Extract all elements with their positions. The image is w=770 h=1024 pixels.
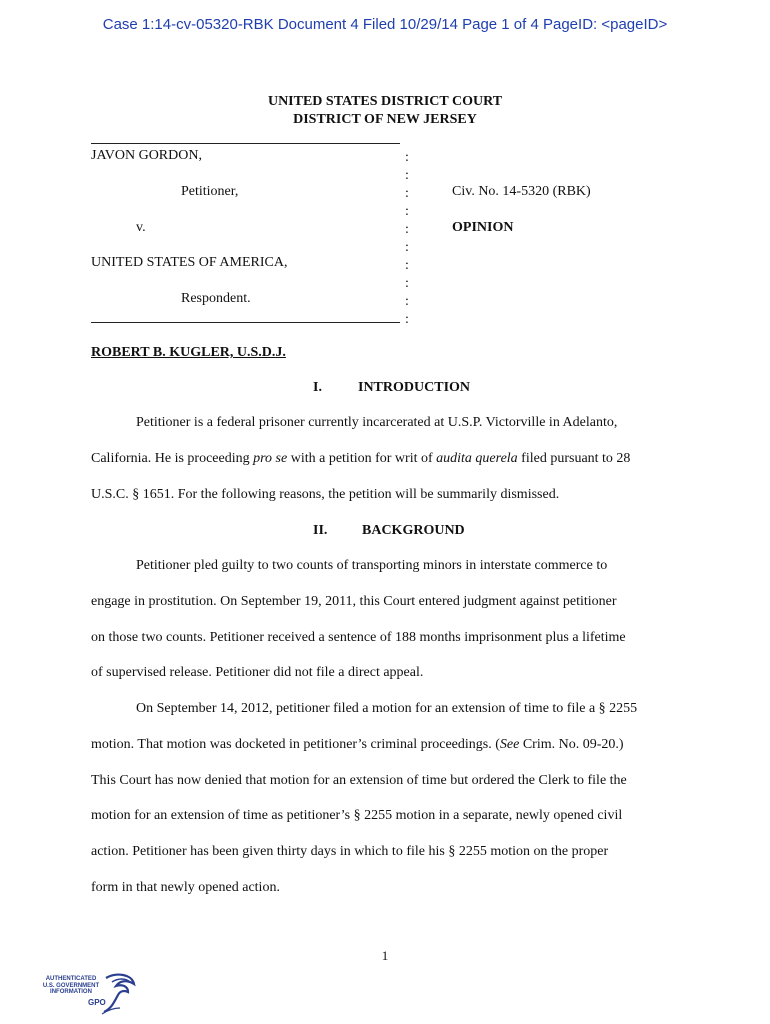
- caption-bottom-rule: [91, 322, 400, 323]
- paragraph-line: This Court has now denied that motion for an extension of time but ordered the Clerk to file the: [91, 772, 627, 788]
- colon: :: [405, 168, 409, 183]
- intro-paragraph: [91, 405, 681, 512]
- paragraph-line: Petitioner pled guilty to two counts of transporting minors in interstate commerce to: [136, 558, 608, 573]
- colon: :: [405, 204, 409, 219]
- background-paragraph-2: [91, 691, 681, 906]
- colon: :: [405, 276, 409, 291]
- section-2-title: BACKGROUND: [362, 523, 465, 538]
- colon: :: [405, 312, 409, 327]
- colon: :: [405, 186, 409, 201]
- eagle-icon: [98, 972, 138, 1016]
- court-district: DISTRICT OF NEW JERSEY: [293, 112, 477, 127]
- judge-name: ROBERT B. KUGLER, U.S.D.J.: [91, 345, 286, 360]
- paragraph-line: action. Petitioner has been given thirty days in which to file his § 2255 motion on the proper: [91, 844, 609, 860]
- respondent-name: UNITED STATES OF AMERICA,: [91, 255, 288, 270]
- section-1-title: INTRODUCTION: [358, 380, 471, 395]
- document-type: OPINION: [452, 220, 514, 235]
- paragraph-line: motion for an extension of time as petitioner’s § 2255 motion in a separate, newly opened civil: [91, 808, 623, 824]
- gpo-authentication-logo: [42, 972, 138, 1016]
- section-2-numeral: II.: [313, 523, 328, 538]
- background-paragraph-1: [91, 548, 681, 691]
- colon: :: [405, 258, 409, 273]
- paragraph-line: On September 14, 2012, petitioner filed a motion for an extension of time to file a § 2255: [136, 701, 638, 716]
- paragraph-line: of supervised release. Petitioner did not file a direct appeal.: [91, 665, 424, 681]
- petitioner-role: Petitioner,: [181, 184, 239, 199]
- page-number: 1: [381, 948, 389, 963]
- paragraph-line: motion. That motion was docketed in petitioner’s criminal proceedings. (See Crim. No. 09-20.): [91, 736, 624, 752]
- petitioner-name: JAVON GORDON,: [91, 148, 202, 163]
- paragraph-line: on those two counts. Petitioner received a sentence of 188 months imprisonment plus a lifetime: [91, 629, 626, 645]
- paragraph-line: U.S.C. § 1651. For the following reasons, the petition will be summarily dismissed.: [91, 486, 560, 502]
- versus: v.: [136, 220, 146, 235]
- colon: :: [405, 222, 409, 237]
- respondent-role: Respondent.: [181, 291, 251, 306]
- colon: :: [405, 294, 409, 309]
- paragraph-line: form in that newly opened action.: [91, 879, 280, 895]
- caption-colon-column: [405, 149, 409, 329]
- colon: :: [405, 240, 409, 255]
- paragraph-line: Petitioner is a federal prisoner currently incarcerated at U.S.P. Victorville in Adelanto,: [136, 415, 618, 430]
- gpo-logo-text: AUTHENTICATED U.S. GOVERNMENT INFORMATION: [42, 976, 100, 995]
- case-header-stamp: Case 1:14-cv-05320-RBK Document 4 Filed 10/29/14 Page 1 of 4 PageID: <pageID>: [102, 16, 668, 33]
- paragraph-line: engage in prostitution. On September 19, 2011, this Court entered judgment against petitioner: [91, 593, 617, 609]
- gpo-mark: GPO: [88, 998, 106, 1007]
- section-1-numeral: I.: [313, 380, 322, 395]
- caption-top-rule: [91, 143, 400, 144]
- civil-case-number: Civ. No. 14-5320 (RBK): [452, 184, 591, 199]
- paragraph-line: California. He is proceeding pro se with a petition for writ of audita querela filed pursuant to 28: [91, 450, 631, 466]
- colon: :: [405, 150, 409, 165]
- court-name: UNITED STATES DISTRICT COURT: [267, 94, 503, 109]
